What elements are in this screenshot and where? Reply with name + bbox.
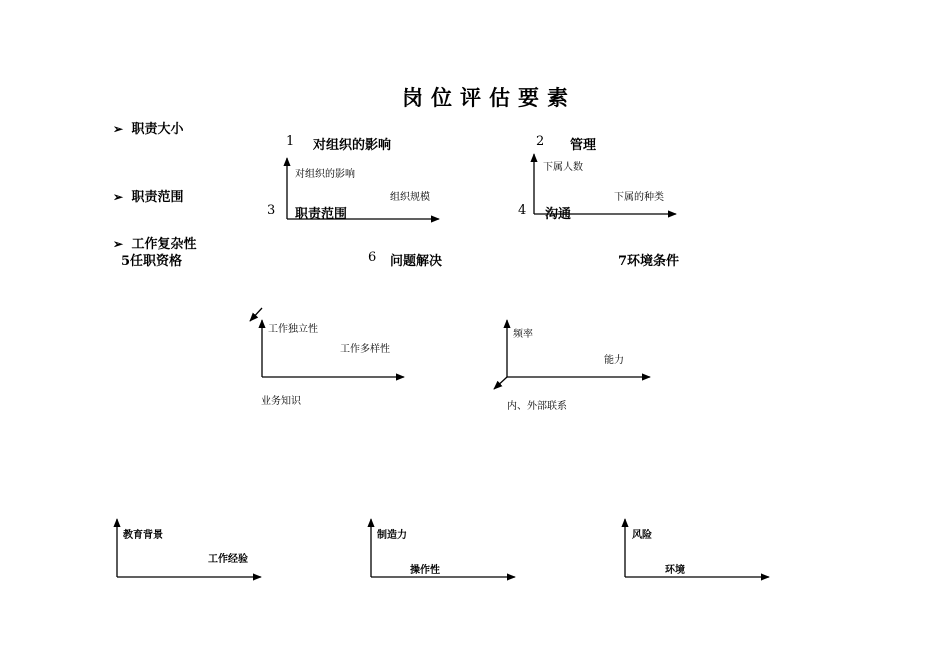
factor-5-label: 5任职资格 — [121, 254, 183, 269]
d2-x-label: 下属的种类 — [614, 192, 664, 203]
d7-x-label: 环境 — [665, 565, 685, 576]
factor-2-label: 管理 — [570, 138, 597, 153]
d3-x-label: 工作多样性 — [340, 344, 390, 355]
factor-3-label: 职责范围 — [295, 207, 348, 222]
d4-z-axis — [494, 377, 507, 389]
d1-x-label: 组织规模 — [390, 192, 430, 203]
factor-1-number: 1 — [286, 134, 295, 149]
bullet-label: 职责范围 — [131, 190, 184, 205]
bullet-duty-scope — [113, 186, 184, 205]
factor-2-number: 2 — [536, 134, 545, 149]
bullet-duty-size — [113, 118, 184, 137]
d5-x-label: 工作经验 — [208, 554, 248, 565]
factor-4-label: 沟通 — [545, 207, 572, 222]
bullet-arrow-icon: ➢ — [113, 237, 124, 251]
factor-6-number: 6 — [368, 250, 377, 265]
d3-z-label: 业务知识 — [261, 396, 301, 407]
bullet-label: 职责大小 — [131, 122, 184, 137]
bullet-label: 工作复杂性 — [131, 237, 197, 252]
factor-7-label: 7环境条件 — [618, 254, 680, 269]
d6-y-label: 制造力 — [377, 530, 407, 541]
d3-y-label: 工作独立性 — [268, 324, 318, 335]
page-title: 岗位评估要素 — [402, 85, 576, 110]
bullet-arrow-icon: ➢ — [113, 122, 124, 136]
d1-y-label: 对组织的影响 — [295, 169, 355, 180]
factor-1-label: 对组织的影响 — [313, 138, 392, 153]
d2-y-label: 下属人数 — [543, 162, 583, 173]
factor-3-number: 3 — [267, 203, 276, 218]
d7-y-label: 风险 — [632, 530, 652, 541]
factor-4-number: 4 — [518, 203, 527, 218]
d4-x-label: 能力 — [604, 355, 624, 366]
factor-6-label: 问题解决 — [390, 254, 443, 269]
d3-z-axis — [250, 308, 262, 321]
bullet-arrow-icon: ➢ — [113, 190, 124, 204]
d4-z-label: 内、外部联系 — [507, 401, 567, 412]
d6-x-label: 操作性 — [410, 565, 440, 576]
d4-y-label: 频率 — [513, 329, 533, 340]
d5-y-label: 教育背景 — [123, 530, 163, 541]
